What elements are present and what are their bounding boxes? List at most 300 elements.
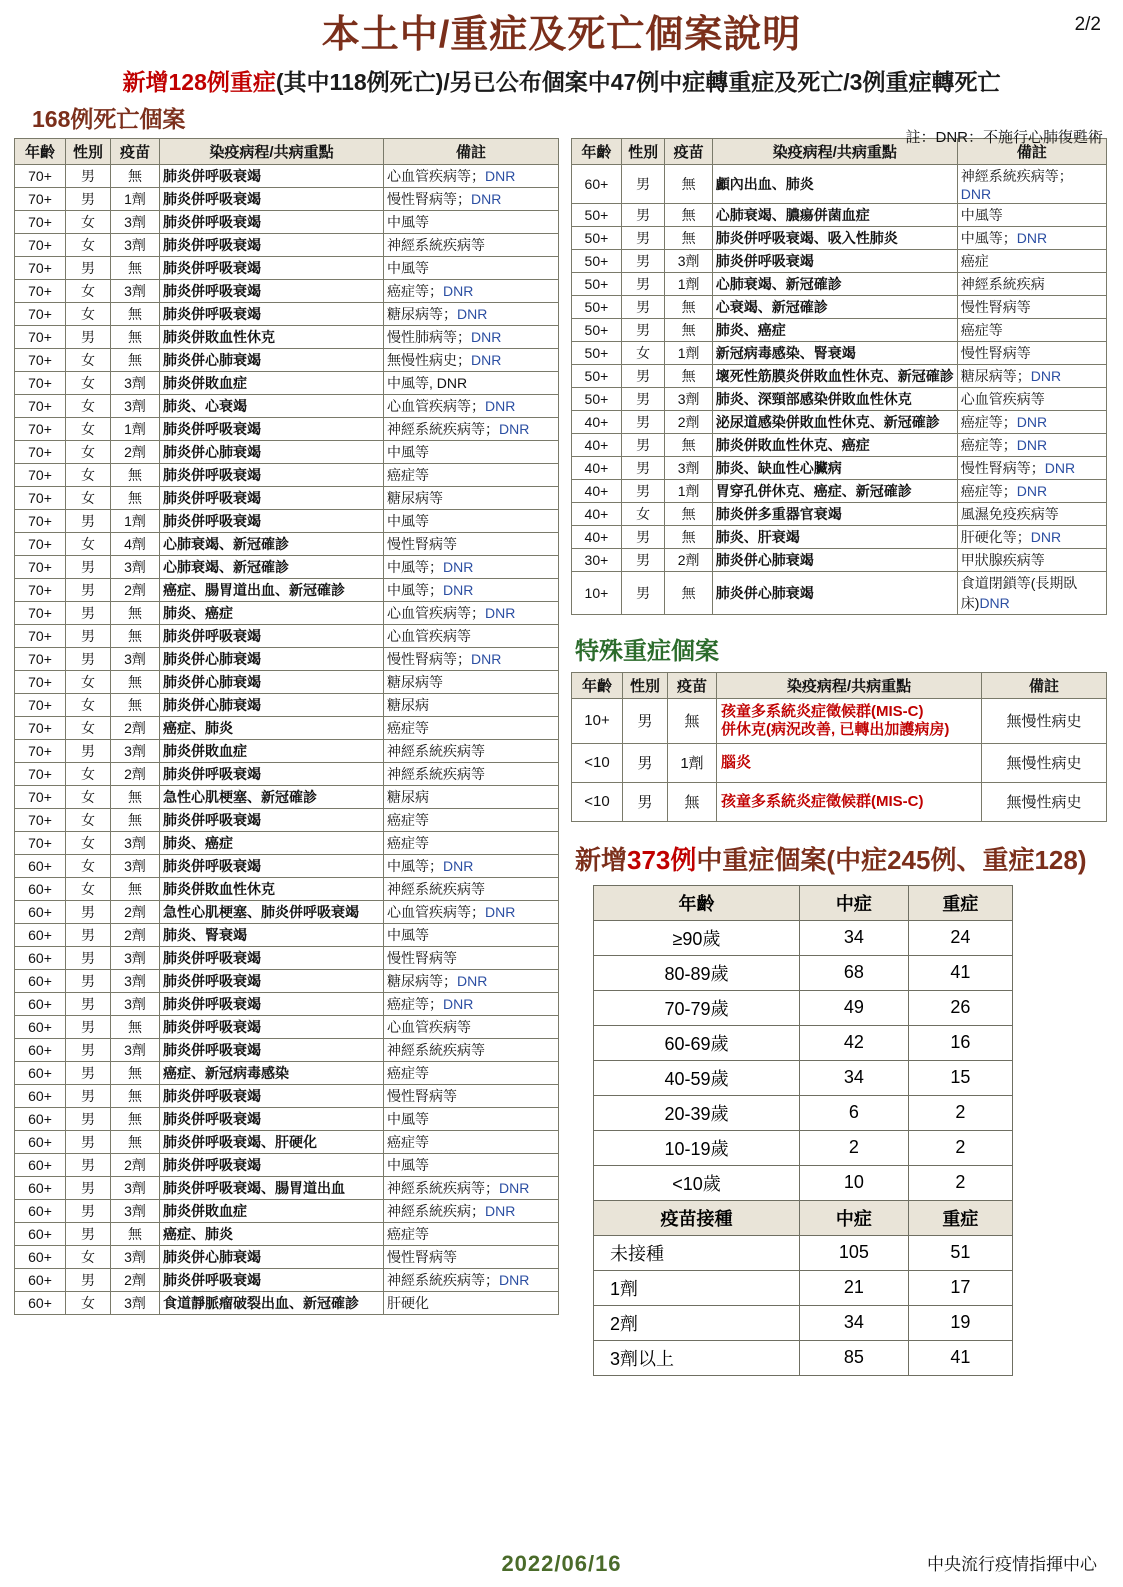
table-row: [15, 969, 559, 992]
cell-note: 慢性腎病等: [957, 295, 1106, 318]
cell-age: 50+: [572, 295, 622, 318]
cell-vaccine: 無: [665, 571, 712, 614]
table-row: [572, 479, 1107, 502]
cell-course: 孩童多系統炎症徵候群(MIS-C): [717, 782, 982, 821]
cell-note: 神經系統疾病等: [384, 877, 559, 900]
cell-course: 肺炎併呼吸衰竭: [160, 854, 384, 877]
cell-moderate: 105: [799, 1235, 908, 1270]
cell-sex: 女: [66, 210, 111, 233]
cell-vaccine: 無: [665, 164, 712, 203]
cell-note: 癌症等: [384, 831, 559, 854]
cell-vaccine: 2劑: [111, 762, 160, 785]
cell-severe: 41: [908, 955, 1012, 990]
dnr-tag: DNR: [443, 581, 474, 598]
cell-sex: 女: [621, 341, 665, 364]
cell-course: 肺炎併呼吸衰竭: [712, 249, 957, 272]
cell-course: 心肺衰竭、新冠確診: [712, 272, 957, 295]
cell-sex: 女: [66, 877, 111, 900]
cell-note: 肝硬化: [384, 1291, 559, 1314]
table-row: [572, 525, 1107, 548]
cell-sex: 男: [621, 479, 665, 502]
cell-vaccine: 2劑: [111, 923, 160, 946]
cell-course: 肺炎併呼吸衰竭: [160, 302, 384, 325]
cell-vaccine: 3劑: [111, 946, 160, 969]
cell-age: 50+: [572, 364, 622, 387]
cell-course: 心肺衰竭、膿瘍併菌血症: [712, 203, 957, 226]
cell-age: 70+: [15, 831, 66, 854]
cell-course: 癌症、腸胃道出血、新冠確診: [160, 578, 384, 601]
cell-vaccine: 無: [111, 785, 160, 808]
cell-sex: 男: [623, 698, 668, 743]
cell-course: 心肺衰竭、新冠確診: [160, 555, 384, 578]
cell-sex: 男: [621, 364, 665, 387]
table-row: [15, 279, 559, 302]
table-row: [15, 877, 559, 900]
cell-age: 70+: [15, 164, 66, 187]
table-row: [15, 1038, 559, 1061]
cell-note: 中風等；DNR: [384, 854, 559, 877]
table-row: [15, 808, 559, 831]
cell-sex: 男: [66, 624, 111, 647]
cell-sex: 女: [66, 693, 111, 716]
cell-sex: 女: [621, 502, 665, 525]
dnr-tag: DNR: [1016, 229, 1048, 246]
stats-row: [594, 1025, 1013, 1060]
table-row: [15, 509, 559, 532]
cell-note: 中風等: [384, 509, 559, 532]
table-header-row: [572, 672, 1107, 698]
col-age: 年齡: [572, 672, 623, 698]
cell-course: 癌症、新冠病毒感染: [160, 1061, 384, 1084]
table-row: [15, 854, 559, 877]
col-moderate: 中症: [799, 1200, 908, 1235]
table-row: [15, 532, 559, 555]
table-row: [15, 1130, 559, 1153]
cell-sex: 男: [66, 900, 111, 923]
cell-sex: 男: [621, 525, 665, 548]
cell-age: 50+: [572, 272, 622, 295]
cell-note: 中風等: [384, 1153, 559, 1176]
table-row: [15, 1061, 559, 1084]
cell-age: 70+: [15, 555, 66, 578]
cell-sex: 男: [621, 571, 665, 614]
cell-age: 70+: [15, 463, 66, 486]
table-row: [15, 486, 559, 509]
dnr-tag: DNR: [443, 857, 474, 874]
cell-note: 無慢性病史: [982, 743, 1107, 782]
cell-age: 10+: [572, 698, 623, 743]
cell-note: 中風等；DNR: [957, 226, 1106, 249]
cell-course: 心衰竭、新冠確診: [712, 295, 957, 318]
table-row: [15, 463, 559, 486]
cell-course: 肺炎併呼吸衰竭: [160, 233, 384, 256]
cell-note: 癌症等；DNR: [384, 992, 559, 1015]
cell-vaccine: 3劑: [111, 233, 160, 256]
cell-sex: 男: [66, 923, 111, 946]
cell-age: 50+: [572, 203, 622, 226]
cell-moderate: 34: [799, 1305, 908, 1340]
new-cases-prefix: 新增: [575, 844, 628, 875]
cell-note: 癌症等: [384, 808, 559, 831]
table-row: [15, 187, 559, 210]
dnr-tag: DNR: [1016, 413, 1048, 430]
cell-vaccine: 無: [111, 1107, 160, 1130]
dnr-tag: DNR: [471, 328, 502, 345]
table-row: [572, 249, 1107, 272]
table-row: [15, 256, 559, 279]
cell-vaccine: 2劑: [665, 548, 712, 571]
table-row: [15, 992, 559, 1015]
cell-sex: 女: [66, 1291, 111, 1314]
cell-age: 60+: [15, 900, 66, 923]
table-row: [15, 440, 559, 463]
cell-course: 肺炎併呼吸衰竭、吸入性肺炎: [712, 226, 957, 249]
cell-vaccine: 1劑: [111, 509, 160, 532]
cell-sex: 男: [66, 1176, 111, 1199]
cell-severe: 2: [908, 1165, 1012, 1200]
cell-note: 癌症等: [384, 463, 559, 486]
stats-row: [594, 1060, 1013, 1095]
cell-note: 心血管疾病等；DNR: [384, 164, 559, 187]
table-row: [572, 203, 1107, 226]
cell-note: 中風等: [384, 1107, 559, 1130]
table-row: [15, 164, 559, 187]
cell-vaccine: 無: [668, 782, 717, 821]
cell-vaccine: 無: [111, 486, 160, 509]
cell-note: 中風等；DNR: [384, 555, 559, 578]
table-row: [572, 548, 1107, 571]
cell-age: 60+: [15, 1268, 66, 1291]
cell-sex: 男: [66, 164, 111, 187]
cell-sex: 男: [66, 555, 111, 578]
col-vaccine: 疫苗: [665, 138, 712, 164]
death-count-heading: 168例死亡個案: [32, 105, 186, 132]
cell-age: 70+: [15, 739, 66, 762]
cell-sex: 男: [621, 456, 665, 479]
cell-course: 急性心肌梗塞、肺炎併呼吸衰竭: [160, 900, 384, 923]
cell-vaccine: 2劑: [111, 1268, 160, 1291]
cell-vaccine: 無: [111, 1130, 160, 1153]
cell-age: 70+: [15, 578, 66, 601]
cell-sex: 男: [66, 969, 111, 992]
cell-sex: 女: [66, 1245, 111, 1268]
dnr-tag: DNR: [485, 604, 516, 621]
cell-sex: 男: [66, 325, 111, 348]
cell-note: 風濕免疫疾病等: [957, 502, 1106, 525]
cell-age: <10: [572, 782, 623, 821]
cell-severe: 41: [908, 1340, 1012, 1375]
cell-course: 肺炎併呼吸衰竭: [160, 1038, 384, 1061]
cell-age: 50+: [572, 226, 622, 249]
table-row: [15, 1291, 559, 1314]
cell-age: 70+: [15, 233, 66, 256]
cell-age: 60+: [15, 1222, 66, 1245]
dnr-tag: DNR: [1016, 436, 1048, 453]
cell-vaccine: 2劑: [111, 900, 160, 923]
cell-age: 60+: [15, 1245, 66, 1268]
cell-note: 心血管疾病等；DNR: [384, 601, 559, 624]
cell-age: 40+: [572, 502, 622, 525]
cell-sex: 男: [66, 1084, 111, 1107]
cell-vaccine: 3劑: [111, 1245, 160, 1268]
cell-course: 肺炎併呼吸衰竭: [160, 1107, 384, 1130]
cell-age: 70+: [15, 210, 66, 233]
cell-note: 慢性腎病等: [384, 532, 559, 555]
cell-sex: 女: [66, 463, 111, 486]
stats-row: [594, 1235, 1013, 1270]
cell-course: 肺炎併呼吸衰竭、腸胃道出血: [160, 1176, 384, 1199]
col-note: 備註: [957, 138, 1106, 164]
cell-course: 肺炎併敗血症: [160, 1199, 384, 1222]
table-row: [15, 1084, 559, 1107]
cell-note: 癌症: [957, 249, 1106, 272]
cell-note: 癌症等；DNR: [957, 479, 1106, 502]
cell-sex: 女: [66, 670, 111, 693]
cell-vaccine: 3劑: [665, 249, 712, 272]
table-row: [572, 571, 1107, 614]
cell-note: 心血管疾病等: [384, 1015, 559, 1038]
cell-severe: 15: [908, 1060, 1012, 1095]
cell-course: 肺炎併呼吸衰竭: [160, 624, 384, 647]
cell-age: 70+: [15, 670, 66, 693]
table-row: [572, 164, 1107, 203]
stats-row: [594, 1165, 1013, 1200]
stats-row: [594, 1305, 1013, 1340]
dnr-tag: DNR: [443, 282, 474, 299]
cell-age: 70+: [15, 624, 66, 647]
stats-row: [594, 920, 1013, 955]
table-row: [15, 946, 559, 969]
cell-age-group: 70-79歲: [594, 990, 800, 1025]
cell-vaccine: 無: [111, 1015, 160, 1038]
cell-course: 新冠病毒感染、腎衰竭: [712, 341, 957, 364]
cell-vaccine: 無: [111, 601, 160, 624]
cell-moderate: 21: [799, 1270, 908, 1305]
cell-note: 心血管疾病等: [957, 387, 1106, 410]
cell-sex: 男: [621, 164, 665, 203]
cell-age: 70+: [15, 601, 66, 624]
cell-age: 60+: [572, 164, 622, 203]
footer-date: 2022/06/16: [501, 1551, 622, 1576]
cell-sex: 男: [66, 739, 111, 762]
cell-age: 40+: [572, 525, 622, 548]
cell-age: 60+: [15, 854, 66, 877]
cell-vaccine-status: 3劑以上: [594, 1340, 800, 1375]
table-row: [15, 417, 559, 440]
deaths-table-right: [571, 138, 1107, 615]
cell-sex: 女: [66, 785, 111, 808]
cell-note: 癌症等；DNR: [957, 410, 1106, 433]
cell-course: 胃穿孔併休克、癌症、新冠確診: [712, 479, 957, 502]
table-row: [572, 341, 1107, 364]
cell-sex: 男: [621, 203, 665, 226]
col-age: 年齡: [15, 138, 66, 164]
cell-note: 心血管疾病等: [384, 624, 559, 647]
cell-vaccine: 無: [111, 256, 160, 279]
cell-vaccine: 2劑: [111, 716, 160, 739]
dnr-tag: DNR: [457, 305, 488, 322]
table-row: [15, 210, 559, 233]
table-row: [572, 782, 1107, 821]
cell-age: 60+: [15, 969, 66, 992]
cell-course: 肺炎併呼吸衰竭: [160, 509, 384, 532]
cell-course: 肺炎併多重器官衰竭: [712, 502, 957, 525]
dnr-tag: DNR: [457, 972, 488, 989]
cell-moderate: 68: [799, 955, 908, 990]
new-cases-stats-table: [593, 885, 1013, 1376]
cell-age: 60+: [15, 1291, 66, 1314]
table-row: [572, 502, 1107, 525]
table-row: [15, 348, 559, 371]
cell-vaccine: 1劑: [665, 341, 712, 364]
cell-age: 40+: [572, 410, 622, 433]
col-severe: 重症: [908, 1200, 1012, 1235]
cell-age: 40+: [572, 456, 622, 479]
cell-age: 60+: [15, 1176, 66, 1199]
cell-age: 50+: [572, 318, 622, 341]
cell-vaccine: 2劑: [111, 1153, 160, 1176]
cell-sex: 男: [621, 410, 665, 433]
table-row: [572, 295, 1107, 318]
cell-sex: 女: [66, 302, 111, 325]
col-vaccine-status: 疫苗接種: [594, 1200, 800, 1235]
right-column: [571, 138, 1107, 1376]
col-course: 染疫病程/共病重點: [160, 138, 384, 164]
cell-age: 60+: [15, 1107, 66, 1130]
cell-sex: 女: [66, 762, 111, 785]
table-row: [15, 739, 559, 762]
cell-sex: 男: [66, 992, 111, 1015]
cell-age: 70+: [15, 187, 66, 210]
cell-note: 癌症等；DNR: [957, 433, 1106, 456]
dnr-tag: DNR: [960, 185, 992, 202]
cell-age: 60+: [15, 877, 66, 900]
cell-age: 70+: [15, 808, 66, 831]
cell-course: 肺炎併呼吸衰竭: [160, 969, 384, 992]
cell-course: 顱內出血、肺炎: [712, 164, 957, 203]
cell-course: 孩童多系統炎症徵候群(MIS-C) 併休克(病況改善, 已轉出加護病房): [717, 698, 982, 743]
cell-age: 10+: [572, 571, 622, 614]
cell-note: 糖尿病等: [384, 670, 559, 693]
dnr-tag: DNR: [443, 995, 474, 1012]
dnr-tag: DNR: [443, 558, 474, 575]
cell-sex: 男: [621, 318, 665, 341]
cell-vaccine: 無: [111, 877, 160, 900]
cell-moderate: 34: [799, 1060, 908, 1095]
cell-course: 肺炎、腎衰竭: [160, 923, 384, 946]
cell-sex: 男: [66, 1015, 111, 1038]
table-row: [15, 1268, 559, 1291]
cell-note: 肝硬化等；DNR: [957, 525, 1106, 548]
stats-row: [594, 1270, 1013, 1305]
cell-course: 壞死性筋膜炎併敗血性休克、新冠確診: [712, 364, 957, 387]
cell-age: 70+: [15, 325, 66, 348]
cell-age: 60+: [15, 1130, 66, 1153]
col-moderate: 中症: [799, 885, 908, 920]
cell-course: 肺炎併呼吸衰竭: [160, 279, 384, 302]
cell-sex: 女: [66, 279, 111, 302]
cell-vaccine: 無: [665, 502, 712, 525]
cell-age: 70+: [15, 762, 66, 785]
cell-note: 無慢性病史: [982, 782, 1107, 821]
cell-sex: 女: [66, 394, 111, 417]
cell-vaccine: 無: [111, 624, 160, 647]
cell-note: 中風等: [384, 923, 559, 946]
dnr-tag: DNR: [979, 594, 1010, 611]
cell-sex: 男: [66, 601, 111, 624]
col-sex: 性別: [66, 138, 111, 164]
cell-vaccine: 3劑: [111, 647, 160, 670]
cell-age: 60+: [15, 923, 66, 946]
col-note: 備註: [384, 138, 559, 164]
cell-note: 慢性肺病等；DNR: [384, 325, 559, 348]
stats-row: [594, 1130, 1013, 1165]
stats-row: [594, 1095, 1013, 1130]
cell-note: 中風等: [384, 210, 559, 233]
stats-row: [594, 955, 1013, 990]
cell-age: 30+: [572, 548, 622, 571]
cell-sex: 男: [66, 1130, 111, 1153]
cell-course: 肺炎併呼吸衰竭: [160, 946, 384, 969]
cell-sex: 男: [621, 249, 665, 272]
col-age: 年齡: [572, 138, 622, 164]
cell-vaccine: 3劑: [111, 1291, 160, 1314]
cell-note: 癌症等: [957, 318, 1106, 341]
cell-vaccine: 無: [665, 364, 712, 387]
dnr-tag: DNR: [471, 190, 502, 207]
cell-sex: 男: [66, 578, 111, 601]
cell-course: 急性心肌梗塞、新冠確診: [160, 785, 384, 808]
cell-age: 70+: [15, 486, 66, 509]
dnr-tag: DNR: [485, 1202, 516, 1219]
cell-note: 甲狀腺疾病等: [957, 548, 1106, 571]
cell-sex: 男: [66, 1222, 111, 1245]
cell-vaccine: 3劑: [111, 831, 160, 854]
cell-note: 中風等, DNR: [384, 371, 559, 394]
cell-vaccine: 2劑: [111, 578, 160, 601]
cell-course: 肺炎併心肺衰竭: [712, 548, 957, 571]
cell-moderate: 42: [799, 1025, 908, 1060]
cell-course: 泌尿道感染併敗血性休克、新冠確診: [712, 410, 957, 433]
dnr-legend: 註：DNR：不施行心肺復甦術: [905, 129, 1103, 146]
table-row: [572, 387, 1107, 410]
cell-course: 肺炎併敗血症: [160, 371, 384, 394]
cell-sex: 男: [66, 256, 111, 279]
table-row: [572, 318, 1107, 341]
cell-course: 肺炎併心肺衰竭: [160, 348, 384, 371]
cell-note: 中風等: [384, 440, 559, 463]
cell-course: 肺炎併心肺衰竭: [160, 440, 384, 463]
cell-course: 肺炎併呼吸衰竭: [160, 256, 384, 279]
table-row: [15, 325, 559, 348]
cell-vaccine: 1劑: [111, 417, 160, 440]
cell-sex: 男: [66, 1061, 111, 1084]
cell-vaccine: 3劑: [111, 992, 160, 1015]
cell-age: 70+: [15, 279, 66, 302]
table-row: [572, 698, 1107, 743]
cell-note: 癌症等: [384, 1130, 559, 1153]
cell-course: 肺炎併呼吸衰竭、肝硬化: [160, 1130, 384, 1153]
cell-vaccine: 無: [668, 698, 717, 743]
col-note: 備註: [982, 672, 1107, 698]
cell-age: 70+: [15, 417, 66, 440]
cell-age: 70+: [15, 394, 66, 417]
cell-note: 慢性腎病等: [384, 1084, 559, 1107]
table-row: [15, 647, 559, 670]
cell-moderate: 10: [799, 1165, 908, 1200]
cell-vaccine: 無: [665, 318, 712, 341]
cell-severe: 51: [908, 1235, 1012, 1270]
